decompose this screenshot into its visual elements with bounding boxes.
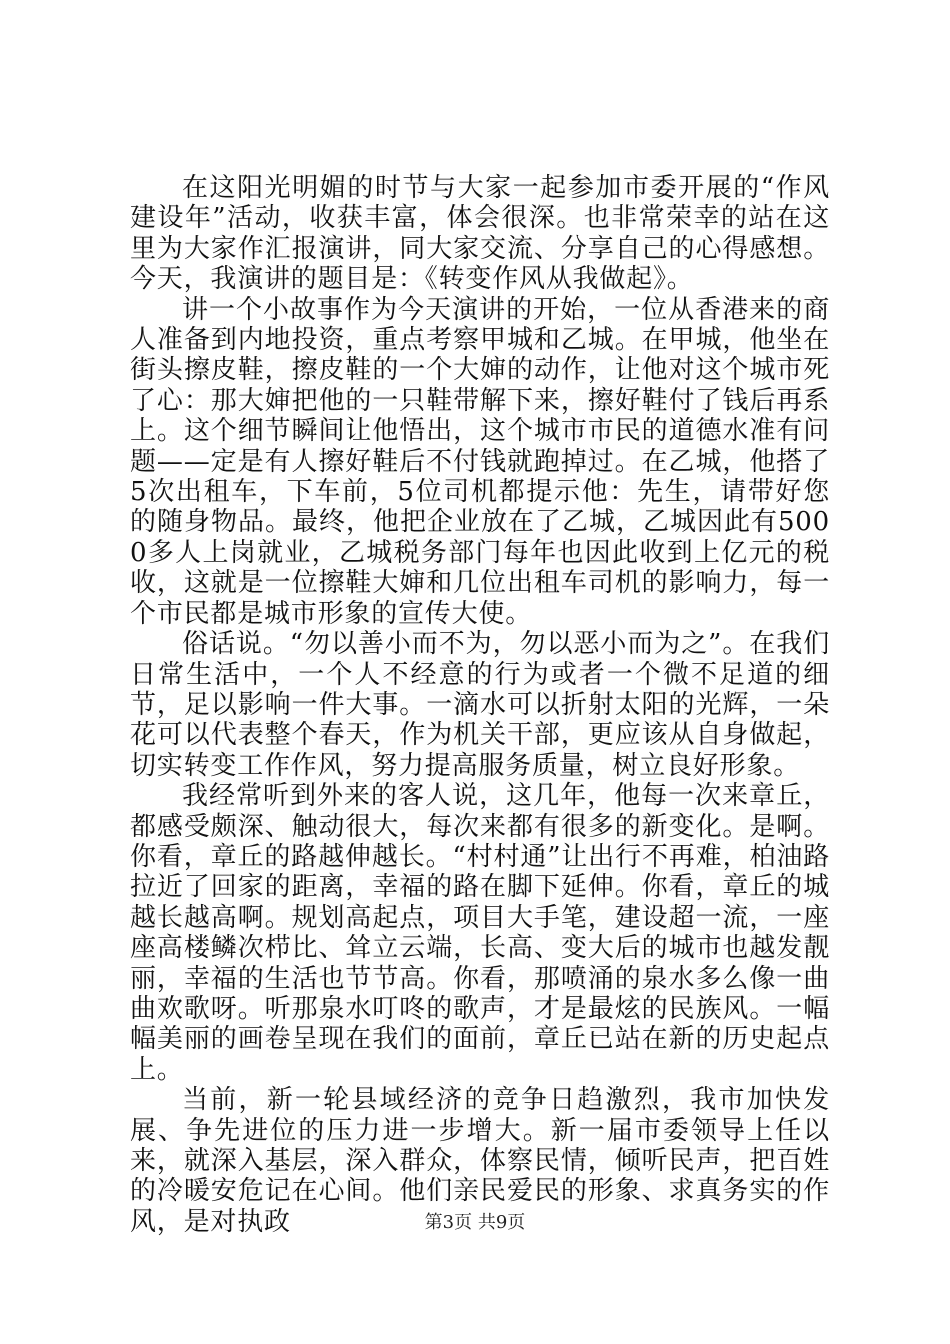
paragraph-2: 讲一个小故事作为今天演讲的开始，一位从香港来的商人准备到内地投资，重点考察甲城和乙城。在甲城，他坐在街头擦皮鞋，擦皮鞋的一个大婶的动作，让他对这个城市死了心：那大婶把他的一只鞋带解下来，擦好鞋付了钱后再系上。这个细节瞬间让他悟出，这个城市市民的道德水准有问题——定是有人擦好鞋后不付钱就跑掉过。在乙城，他搭了5次出租车，下车前，5位司机都提示他：先生，请带好您的随身物品。最终，他把企业放在了乙城，乙城因此有5000多人上岗就业，乙城税务部门每年也因此收到上亿元的税收，这就是一位擦鞋大婶和几位出租车司机的影响力，每一个市民都是城市形象的宣传大使。	[130, 294, 830, 629]
paragraph-5: 当前，新一轮县域经济的竞争日趋激烈，我市加快发展、争先进位的压力进一步增大。新一届市委领导上任以来，就深入基层，深入群众，体察民情，倾听民声，把百姓的冷暖安危记在心间。他们亲民爱民的形象、求真务实的作风，是对执政	[130, 1085, 830, 1237]
document-body	[130, 173, 830, 1237]
paragraph-1: 在这阳光明媚的时节与大家一起参加市委开展的“作风建设年”活动，收获丰富，体会很深。也非常荣幸的站在这里为大家作汇报演讲，同大家交流、分享自己的心得感想。今天，我演讲的题目是：《转变作风从我做起》。	[130, 173, 830, 295]
page-footer: 第3页 共9页	[424, 1212, 526, 1233]
paragraph-4: 我经常听到外来的客人说，这几年，他每一次来章丘，都感受颇深、触动很大，每次来都有很多的新变化。是啊。你看，章丘的路越伸越长。“村村通”让出行不再难，柏油路拉近了回家的距离，幸福的路在脚下延伸。你看，章丘的城越长越高啊。规划高起点，项目大手笔，建设超一流，一座座高楼鳞次栉比、耸立云端，长高、变大后的城市也越发靓丽，幸福的生活也节节高。你看，那喷涌的泉水多么像一曲曲欢歌呀。听那泉水叮咚的歌声，才是最炫的民族风。一幅幅美丽的画卷呈现在我们的面前，章丘已站在新的历史起点上。	[130, 781, 830, 1085]
paragraph-3: 俗话说。“勿以善小而不为，勿以恶小而为之”。在我们日常生活中，一个人不经意的行为或者一个微不足道的细节，足以影响一件大事。一滴水可以折射太阳的光辉，一朵花可以代表整个春天，作为机关干部，更应该从自身做起，切实转变工作作风，努力提高服务质量，树立良好形象。	[130, 629, 830, 781]
